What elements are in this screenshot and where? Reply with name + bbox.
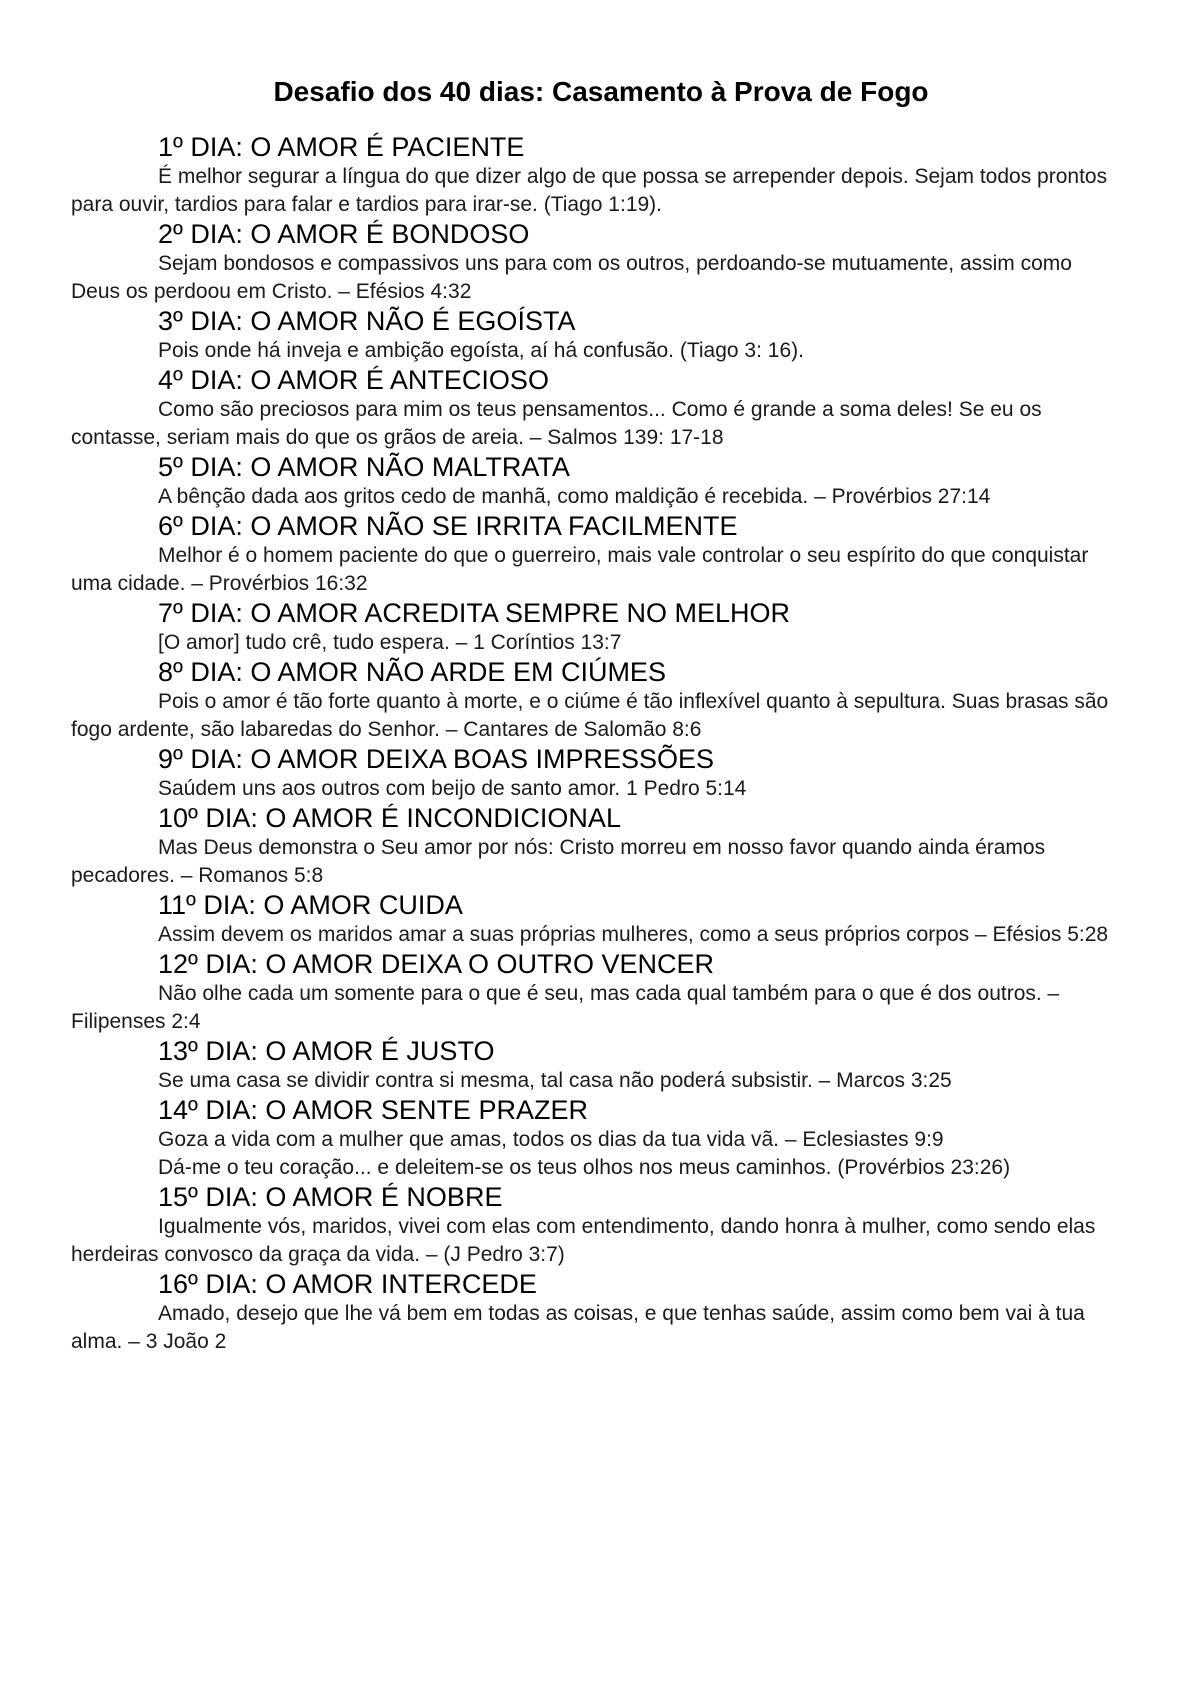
day-section: [71, 1269, 1111, 1356]
day-heading: 13º DIA: O AMOR É JUSTO: [158, 1036, 495, 1066]
document-title: Desafio dos 40 dias: Casamento à Prova de Fogo: [273, 76, 929, 107]
day-heading: 16º DIA: O AMOR INTERCEDE: [158, 1269, 537, 1299]
day-section: [71, 1182, 1111, 1269]
day-heading: 8º DIA: O AMOR NÃO ARDE EM CIÚMES: [158, 657, 666, 687]
day-heading: 1º DIA: O AMOR É PACIENTE: [158, 132, 525, 162]
day-section: [71, 306, 1111, 365]
day-verse: Dá-me o teu coração... e deleitem-se os teus olhos nos meus caminhos. (Provérbios 23:26): [158, 1156, 1011, 1179]
day-verse: Se uma casa se dividir contra si mesma, tal casa não poderá subsistir. – Marcos 3:25: [158, 1069, 952, 1092]
day-section: [71, 219, 1111, 306]
day-section: [71, 803, 1111, 890]
day-section: [71, 1036, 1111, 1095]
day-verse: Sejam bondosos e compassivos uns para com os outros, perdoando-se mutuamente, assim como Deus os perdoou em Cristo. – Efésios 4:32: [71, 252, 1072, 303]
day-heading: 5º DIA: O AMOR NÃO MALTRATA: [158, 452, 570, 482]
day-heading: 14º DIA: O AMOR SENTE PRAZER: [158, 1095, 588, 1125]
day-verse: Como são preciosos para mim os teus pensamentos... Como é grande a soma deles! Se eu os contasse, seriam mais do que os grãos de areia. – Salmos 139: 17-18: [71, 398, 1042, 449]
day-heading: 11º DIA: O AMOR CUIDA: [158, 890, 463, 920]
day-section: [71, 511, 1111, 598]
day-verse: Não olhe cada um somente para o que é seu, mas cada qual também para o que é dos outros. – Filipenses 2:4: [71, 982, 1060, 1033]
day-verse: Amado, desejo que lhe vá bem em todas as coisas, e que tenhas saúde, assim como bem vai à tua alma. – 3 João 2: [71, 1302, 1085, 1353]
day-heading: 2º DIA: O AMOR É BONDOSO: [158, 219, 530, 249]
day-heading: 9º DIA: O AMOR DEIXA BOAS IMPRESSÕES: [158, 744, 715, 774]
day-verse: Pois o amor é tão forte quanto à morte, e o ciúme é tão inflexível quanto à sepultura. Suas brasas são fogo ardente, são labaredas do Senhor. – Cantares de Salomão 8:6: [71, 690, 1109, 741]
day-heading: 4º DIA: O AMOR É ANTECIOSO: [158, 365, 549, 395]
day-verse: É melhor segurar a língua do que dizer algo de que possa se arrepender depois. Sejam todos prontos para ouvir, tardios para falar e tardios para irar-se. (Tiago 1:19).: [71, 165, 1108, 216]
day-section: [71, 132, 1111, 219]
day-heading: 15º DIA: O AMOR É NOBRE: [158, 1182, 503, 1212]
day-verse: Saúdem uns aos outros com beijo de santo amor. 1 Pedro 5:14: [158, 777, 747, 800]
day-section: [71, 657, 1111, 744]
document-page: [71, 68, 1111, 1356]
day-heading: 7º DIA: O AMOR ACREDITA SEMPRE NO MELHOR: [158, 598, 790, 628]
day-verse: Mas Deus demonstra o Seu amor por nós: Cristo morreu em nosso favor quando ainda éramos pecadores. – Romanos 5:8: [71, 836, 1046, 887]
day-verse: Assim devem os maridos amar a suas próprias mulheres, como a seus próprios corpos – Efésios 5:28: [158, 923, 1109, 946]
day-verse: Goza a vida com a mulher que amas, todos os dias da tua vida vã. – Eclesiastes 9:9: [158, 1128, 944, 1151]
day-heading: 10º DIA: O AMOR É INCONDICIONAL: [158, 803, 621, 833]
day-verse: Melhor é o homem paciente do que o guerreiro, mais vale controlar o seu espírito do que conquistar uma cidade. – Provérbios 16:32: [71, 544, 1089, 595]
day-section: [71, 598, 1111, 657]
day-section: [71, 1095, 1111, 1182]
day-heading: 3º DIA: O AMOR NÃO É EGOÍSTA: [158, 306, 576, 336]
day-verse: A bênção dada aos gritos cedo de manhã, como maldição é recebida. – Provérbios 27:14: [158, 485, 991, 508]
day-verse: Pois onde há inveja e ambição egoísta, aí há confusão. (Tiago 3: 16).: [158, 339, 804, 362]
day-section: [71, 949, 1111, 1036]
day-heading: 12º DIA: O AMOR DEIXA O OUTRO VENCER: [158, 949, 714, 979]
day-section: [71, 452, 1111, 511]
day-section: [71, 744, 1111, 803]
day-section: [71, 890, 1111, 949]
day-section: [71, 365, 1111, 452]
day-verse: [O amor] tudo crê, tudo espera. – 1 Coríntios 13:7: [158, 631, 622, 654]
day-verse: Igualmente vós, maridos, vivei com elas com entendimento, dando honra à mulher, como sendo elas herdeiras convosco da graça da vida. – (J Pedro 3:7): [71, 1215, 1096, 1266]
day-heading: 6º DIA: O AMOR NÃO SE IRRITA FACILMENTE: [158, 511, 738, 541]
